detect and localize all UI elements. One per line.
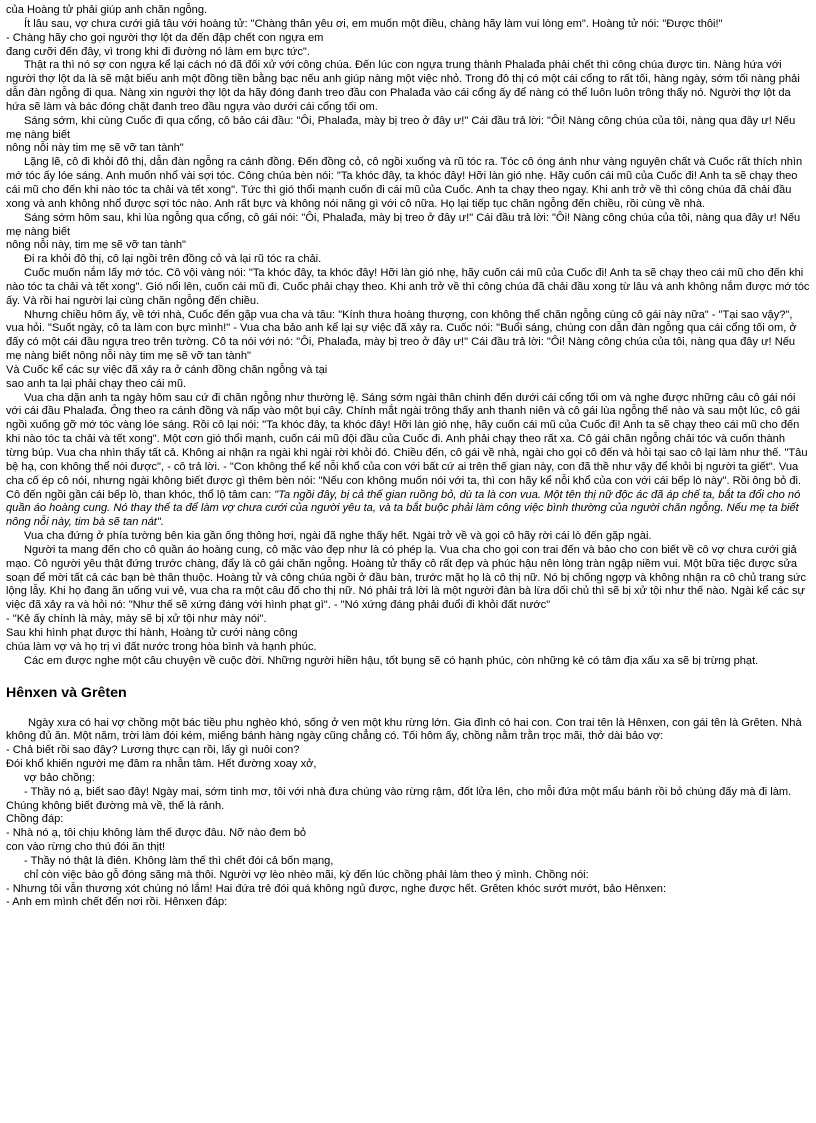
text-line: đang cưỡi đến đây, vì trong khi đi đường nó làm em bực tức". [6,45,310,58]
paragraph: của Hoàng tử phải giúp anh chăn ngỗng. [6,4,208,16]
paragraph: Người ta mang đến cho cô quần áo hoàng cung, cô mặc vào đẹp như là có phép lạ. Vua cha cho gọi con trai đến và bảo cho con biết về cô vợ chưa cưới giả mạo. Cô người yêu thật đứng trước chàng, đẩy là cô gái chăn ngỗng. Hoàng tử thấy cô rất đẹp và phúc hậu nên lòng tràn ngập niềm vui. Một bữa tiệc được sửa soạn để mời tất cả các bạn bè thân thuộc. Hoàng tử và công chúa ngồi ở đầu bàn, trước mặt họ là cô thị nữ. Nó bị chống ngợp và không nhận ra cô chủ trang sức lộng lẫy. Khi họ đang ăn uống vui vẻ, vua cha ra một câu đố cho thị nữ. Nó phải trả lời là một người đàn bà lừa dối chủ thì sẽ bị xử tội như thế nào. Ngài kể các sự việc đã xảy ra và hỏi nó: "Như thế sẽ xứng đáng với hình phạt gì". - "Nó xứng đáng phải đuổi đi khỏi đất nước" [6,543,807,612]
text-line: Và Cuốc kể các sự việc đã xảy ra ở cánh đồng chăn ngỗng và tại [6,363,328,376]
dialogue-line: - Thầy nó thật là điên. Không làm thế thì chết đói cả bốn mạng, [24,854,334,867]
paragraph-text: Vua cha dặn anh ta ngày hôm sau cứ đi chăn ngỗng như thường lệ. Sáng sớm ngài thân chinh đến dưới cái cổng tối om và nghe được những câu cô gái nói với cái đầu Phalađa. Ông theo ra cánh đồng và nấp vào một bụi cây. Chính mắt ngài trông thấy anh thanh niên và cô gái lùa ngỗng thế nào và sau một lúc, cô gái ngồi xuống gỡ mớ tóc vàng lóe sáng. Rồi cô lại nói: "Ta khóc đây, ta khóc đây! Hỡi làn gió nhẹ, hãy cuốn cái mũ của Cuốc đi! Anh ta sẽ chạy theo cái mũ cho đến khi nào tóc ta chải và tết xong". Một cơn gió thổi mạnh, cuốn cái mũ đội đầu của Cuốc đi. Anh phải chạy theo rất xa. Cô gái chăn ngỗng chải tóc và cuốn thành từng búp. Vua cha nhìn thấy tất cả. Không ai nhận ra ngài khi ngài rời khỏi đó. Chiều đến, cô gái về nhà, ngài cho gọi cô đến và hỏi tại sao cô lại làm như thế. "Tâu bệ hạ, con không thể nói được", - cô trả lời. - "Con không thể kể nỗi khổ của con với bất cứ ai trên thế gian này, con đã thề như vậy để khỏi bị người ta giết". Vua cha cố ép cô nói, nhưng ngài không biết được gì thêm bèn nói: "Nếu con không muốn nói với ta, thì con hãy kể nỗi khổ của con với cái bếp lò này". Rồi ông bỏ đi. Cô đến ngồi gần cái bếp lò, than khóc, thổ lộ tâm can: [6,391,808,501]
paragraph: Vua cha đứng ở phía tường bên kia gần ống thông hơi, ngài đã nghe thấy hết. Ngài trở về và gọi cô hãy rời cái lò đến gặp ngài. [24,530,652,543]
text-line: chúa làm vợ và họ trị vì đất nước trong hòa bình và hạnh phúc. [6,640,317,653]
paragraph: Đi ra khỏi đô thị, cô lại ngồi trên đồng cỏ và lại rũ tóc ra chải. [24,253,322,266]
paragraph [6,392,810,530]
paragraph: Sáng sớm hôm sau, khi lùa ngỗng qua cổng, cô gái nói: "Ôi, Phalađa, mày bị treo ở đây ư!" Cái đầu trả lời: "Ôi! Nàng công chúa của tôi, nàng qua đây ư! Nếu mẹ nàng biết [6,211,801,238]
dialogue-line: - Nhà nó ạ, tôi chịu không làm thế được đâu. Nỡ nào đem bỏ [6,827,307,840]
text-line: con vào rừng cho thú đói ăn thịt! [6,841,166,854]
text-line: chỉ còn việc bào gỗ đóng săng mà thôi. Người vợ lèo nhèo mãi, kỳ đến lúc chồng phải làm theo ý mình. Chồng nói: [24,868,589,881]
story-title: Hênxen và Grêten [6,684,127,701]
dialogue-line: - Anh em mình chết đến nơi rồi. Hênxen đáp: [6,896,228,909]
text-line: Sau khi hình phạt được thi hành, Hoàng tử cưới nàng công [6,626,298,639]
paragraph: Thật ra thì nó sợ con ngựa kể lại cách nó đã đối xử với công chúa. Đến lúc con ngựa trung thành Phalađa phải chết thì công chúa được tin. Nàng hứa với người thợ lột da là sẽ mật biếu anh một đồng tiền bằng bạc nếu anh giúp nàng một việc nhỏ. Trong đô thị có một cái cổng to rất tối, hàng ngày, sớm tối nàng phải dẫn đàn ngỗng đi qua. Nàng xin người thợ lột da hãy đóng đanh treo đầu con Phalađa vào cái cổng ấy để nàng có thể luôn luôn trông thấy nó. Người thợ lột da hứa sẽ làm và bác đóng chặt đanh treo đầu ngựa vào dưới cái cổng tối om. [6,59,800,113]
dialogue-line: - "Kẻ ấy chính là mày, mày sẽ bị xử tội như mày nói". [6,613,267,626]
text-line: nông nỗi này, tim mẹ sẽ vỡ tan tành" [6,239,186,252]
dialogue-paragraph: - Thầy nó ạ, biết sao đây! Ngày mai, sớm tinh mơ, tôi với nhà đưa chúng vào rừng rậm, đốt lửa lên, cho mỗi đứa một mẩu bánh rồi bỏ chúng đấy mà đi làm. Chúng không biết đường mà về, thế là rảnh. [6,785,792,812]
paragraph: Sáng sớm, khi cùng Cuốc đi qua cổng, cô bảo cái đầu: "Ôi, Phalađa, mày bị treo ở đây ư!" Cái đầu trả lời: "Ôi! Nàng công chúa của tôi, nàng qua đây ư! Nếu mẹ nàng biết [6,114,796,141]
text-line: Chồng đáp: [6,813,64,826]
text-line: Đói khổ khiến người mẹ đâm ra nhẫn tâm. Hết đường xoay xở, [6,758,317,771]
dialogue-line: - Nhưng tôi vẫn thương xót chúng nó lắm! Hai đứa trẻ đói quá không ngủ được, nghe được hết. Grêten khóc sướt mướt, bảo Hênxen: [6,882,667,895]
dialogue-line: - Chả biết rồi sao đây? Lương thực cạn rồi, lấy gì nuôi con? [6,744,300,757]
paragraph: Nhưng chiều hôm ấy, về tới nhà, Cuốc đến gặp vua cha và tâu: "Kính thưa hoàng thượng, con không thể chăn ngỗng cùng cô gái này nữa" - "Tại sao vậy?", vua hỏi. "Suốt ngày, cô ta làm con bực mình!" - Vua cha bảo anh kể lại sự việc đã xảy ra. Cuốc nói: "Buổi sáng, chúng con dẫn đàn ngỗng qua cái cổng tối om, ở đấy có một cái đầu ngựa treo trên tường. Cô ta nói với nó: "Ôi, Phalađa, mày bị treo ở đây ư!" Cái đầu trả lời: "Ôi! Nàng công chúa của tôi, nàng qua đây ư! Nếu mẹ nàng biết nông nỗi này tim mẹ sẽ vỡ tan tành" [6,308,797,363]
text-line: nông nỗi này tim mẹ sẽ vỡ tan tành" [6,142,184,155]
paragraph: Ít lâu sau, vợ chưa cưới giả tâu với hoàng tử: "Chàng thân yêu ơi, em muốn một điều, chàng hãy làm vui lòng em". Hoàng tử nói: "Được thôi!" [24,17,723,30]
dialogue-line: - Chàng hãy cho gọi người thợ lột da đến đập chết con ngựa em [6,31,324,44]
text-line: sao anh ta lại phải chạy theo cái mũ. [6,377,187,390]
text-line: vợ bảo chồng: [24,771,95,784]
paragraph: Cuốc muốn nắm lấy mớ tóc. Cô vội vàng nói: "Ta khóc đây, ta khóc đây! Hỡi làn gió nhẹ, hãy cuốn cái mũ của Cuốc đi! Anh ta sẽ chạy theo cái mũ cho đến khi nào tóc ta chải và tết xong". Gió nổi lên, cuốn cái mũ đi. Cuốc phải chạy theo. Khi anh trở về thì công chúa đã chải đầu xong từ lâu và anh không nắm được mớ tóc ấy. Và rồi hai người lại cùng chăn ngỗng đến chiều. [6,267,810,307]
paragraph: Lặng lẽ, cô đi khỏi đô thị, dẫn đàn ngỗng ra cánh đồng. Đến đồng cỏ, cô ngồi xuống và rũ tóc ra. Tóc cô óng ánh như vàng nguyên chất và Cuốc rất thích nhìn mớ tóc ấy lóe sáng. Anh muốn nhổ vài sợi tóc. Công chúa bèn nói: "Ta khóc đây, ta khóc đây! Hỡi làn gió nhẹ. Hãy cuốn cái mũ của Cuốc đi! Anh ta sẽ chạy theo cái mũ cho đến khi nào tóc ta chải và tết xong". Tức thì gió thổi mạnh cuốn đi cái mũ của Cuốc. Anh ta chạy theo ngay. Khi anh trở về thì công chúa đã chải đầu xong và anh không nhổ được sợi tóc nào. Anh rất bực và không nói năng gì với cô nữa. Họ lại tiếp tục chăn ngỗng đến chiều, rồi cùng về nhà. [6,156,803,210]
italic-lament: "Ta ngồi đây, bị cả thế gian ruồng bỏ, dù ta là con vua. Một tên thị nữ độc ác đã áp chế ta, bắt ta đổi cho nó quần áo hoàng cung. Nó thay thế ta để làm vợ chưa cưới của người yêu ta, và ta bắt buộc phải làm công việc bình thường của người chăn ngỗng. Nếu mẹ ta biết nông nỗi này, tim bà sẽ tan nát". [6,488,801,529]
paragraph: Các em được nghe một câu chuyện về cuộc đời. Những người hiền hậu, tốt bụng sẽ có hạnh phúc, còn những kẻ có tâm địa xấu xa sẽ bị trừng phạt. [24,654,759,667]
paragraph: Ngày xưa có hai vợ chồng một bác tiều phu nghèo khó, sống ở ven một khu rừng lớn. Gia đình có hai con. Con trai tên là Hênxen, con gái tên là Grêten. Nhà không đủ ăn. Một năm, trời làm đói kém, miếng bánh hàng ngày cũng chẳng có. Tối hôm ấy, chồng nằm trằn trọc mãi, thở dài bảo vợ: [6,716,802,743]
